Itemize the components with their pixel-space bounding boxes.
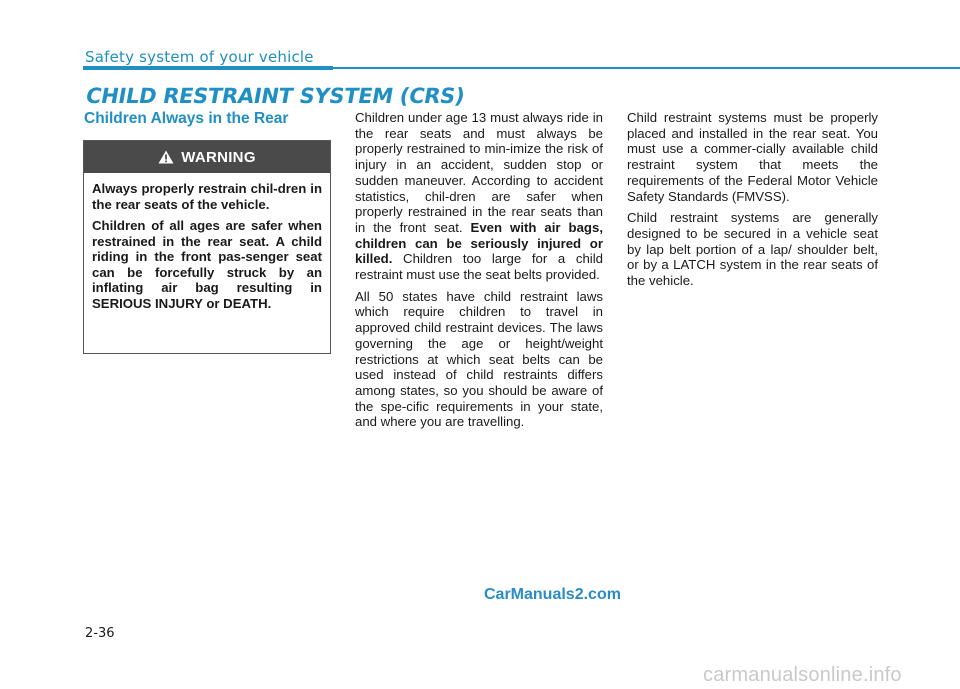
warning-box xyxy=(83,140,331,354)
middle-column xyxy=(355,110,603,436)
middle-p1-bold: Even with air bags, children can be seriously injured or killed. xyxy=(355,219,603,267)
right-column xyxy=(627,110,878,295)
watermark-link[interactable]: CarManuals2.com xyxy=(484,586,621,603)
footer-site-watermark: carmanualsonline.info xyxy=(703,664,902,686)
warning-header xyxy=(84,141,330,173)
chapter-title: CHILD RESTRAINT SYSTEM (CRS) xyxy=(84,84,467,108)
middle-paragraph-2: All 50 states have child restraint laws which require children to travel in approved child restraint devices. The laws governing the age or height/weight restrictions at which seat belts can be used instead of child restraints differs among states, so you should be aware of the spe-cific requirements in your state, and where you are travelling. xyxy=(355,288,603,430)
sub-title: Children Always in the Rear xyxy=(84,110,289,127)
right-paragraph-2: Child restraint systems are generally designed to be secured in a vehicle seat by lap belt portion of a lap/ shoulder belt, or by a LATCH system in the rear seats of the vehicle. xyxy=(627,210,878,289)
header-rule-thick xyxy=(83,66,333,70)
warning-paragraph-1: Always properly restrain chil-dren in the rear seats of the vehicle. xyxy=(92,181,322,212)
header-rule-thin xyxy=(333,67,960,69)
middle-p1-tail: Children too large for a child restraint must use the seat belts provided. xyxy=(355,251,603,283)
warning-body xyxy=(84,173,330,311)
right-paragraph-1: Child restraint systems must be properly placed and installed in the rear seat. You must use a commer-cially available child restraint system that meets the requirements of the Federal Motor Vehicle Safety Standards (FMVSS). xyxy=(627,110,878,204)
middle-p1-text: Children under age 13 must always ride in the rear seats and must always be properly restrained to min-imize the risk of injury in an accident, sudden stop or sudden maneuver. According to accident statistics, chil-dren are safer when properly restrained in the rear seats than in the front seat. xyxy=(355,110,603,235)
warning-triangle-icon xyxy=(158,150,174,164)
section-header: Safety system of your vehicle xyxy=(85,48,314,66)
warning-label: WARNING xyxy=(181,148,256,166)
middle-paragraph-1 xyxy=(355,110,603,283)
warning-paragraph-2: Children of all ages are safer when restrained in the rear seat. A child riding in the front pas-senger seat can be forcefully struck by an inflating air bag resulting in SERIOUS INJURY or DEATH. xyxy=(92,218,322,311)
page-number: 2-36 xyxy=(85,626,115,641)
